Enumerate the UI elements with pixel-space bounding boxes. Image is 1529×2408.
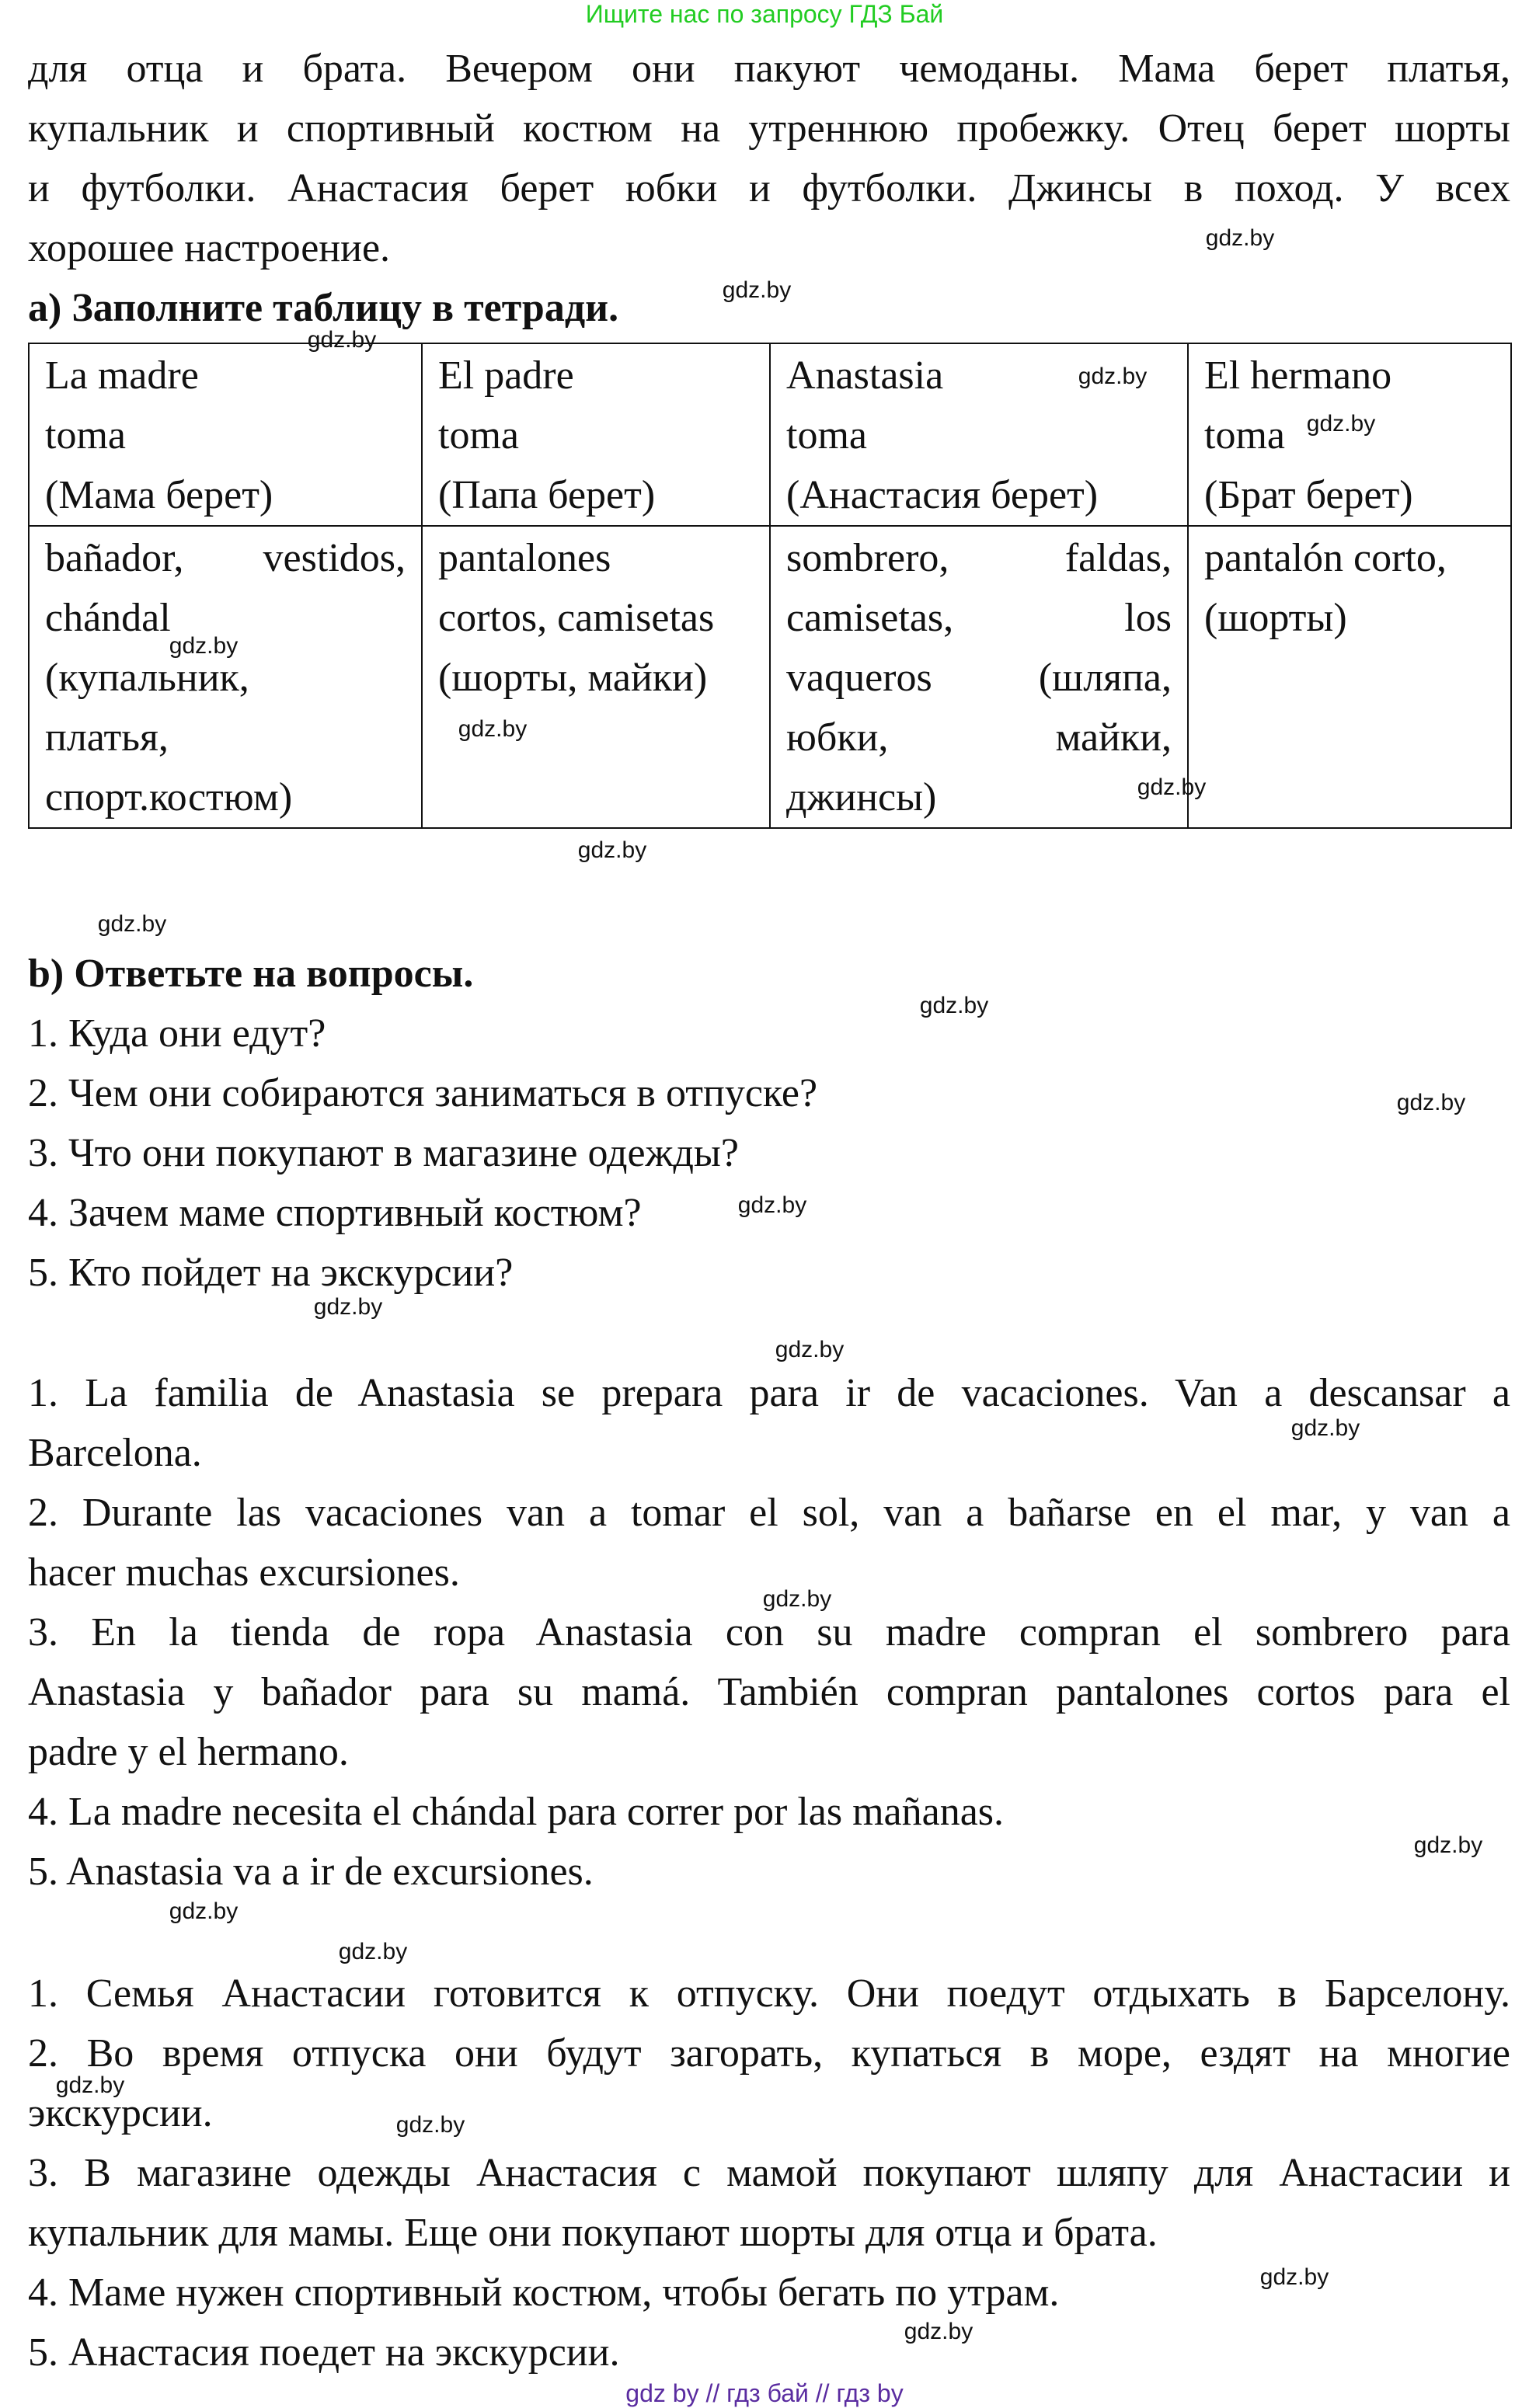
cell-line: (шорты, майки) — [438, 656, 708, 700]
header-cell-padre — [422, 343, 770, 526]
cell-hermano — [1188, 526, 1511, 828]
text-line: 2. Durante las vacaciones van a tomar el sol, van a bañarse en el mar, y van a — [28, 1491, 1510, 1535]
cell-line: pantalones — [438, 536, 611, 580]
cell-line: cortos, camisetas — [438, 596, 715, 640]
cell-line: (Анастасия берет) — [786, 473, 1099, 517]
answers-spanish — [28, 1363, 1510, 1902]
watermark: gdz.by — [1306, 411, 1376, 437]
cell-line: toma — [786, 413, 867, 458]
text-line: padre y el hermano. — [28, 1730, 349, 1774]
text-line: 5. Anastasia va a ir de excursiones. — [28, 1849, 594, 1894]
answers-russian — [28, 1964, 1510, 2382]
cell-line: спорт.костюм) — [45, 775, 293, 819]
text-line: 5. Анастасия поедет на экскурсии. — [28, 2330, 620, 2375]
watermark: gdz.by — [1396, 1090, 1466, 1115]
question: 4. Зачем маме спортивный костюм? — [28, 1191, 642, 1235]
watermark: gdz.by — [458, 716, 528, 742]
table-row — [29, 526, 1511, 828]
cell-line: (Брат берет) — [1204, 473, 1413, 517]
watermark: gdz.by — [919, 993, 989, 1018]
table-header-row — [29, 343, 1511, 526]
question: 5. Кто пойдет на экскурсии? — [28, 1251, 514, 1295]
question: 1. Куда они едут? — [28, 1011, 326, 1056]
cell-anastasia — [770, 526, 1188, 828]
cell-line: юбки, майки, — [786, 715, 1172, 760]
watermark: gdz.by — [1137, 774, 1207, 800]
watermark: gdz.by — [1078, 364, 1148, 389]
cell-line: (Мама берет) — [45, 473, 273, 517]
text-line: 3. En la tienda de ropa Anastasia con su madre compran el sombrero para — [28, 1610, 1510, 1655]
cell-line: sombrero, faldas, — [786, 536, 1172, 580]
text-line: Anastasia y bañador para su mamá. También compran pantalones cortos para el — [28, 1670, 1510, 1714]
task-a-heading: а) Заполните таблицу в тетради. — [28, 286, 619, 330]
watermark: gdz.by — [338, 1939, 408, 1964]
text-line: 2. Во время отпуска они будут загорать, купаться в море, ездят на многие — [28, 2031, 1510, 2076]
watermark: gdz.by — [97, 911, 167, 937]
watermark: gdz.by — [775, 1337, 845, 1362]
text-line: 1. La familia de Anastasia se prepara para ir de vacaciones. Van a descansar a — [28, 1371, 1510, 1415]
watermark: gdz.by — [313, 1294, 383, 1320]
cell-line: chándal — [45, 596, 171, 640]
cell-line: платья, — [45, 715, 169, 760]
text-line: hacer muchas excursiones. — [28, 1550, 460, 1595]
watermark: gdz.by — [169, 1898, 239, 1924]
watermark: gdz.by — [722, 277, 792, 303]
cell-line: (Папа берет) — [438, 473, 656, 517]
text-line: 4. La madre necesita el chándal para correr por las mañanas. — [28, 1790, 1005, 1834]
text-line: Barcelona. — [28, 1431, 202, 1475]
watermark: gdz.by — [762, 1586, 832, 1612]
cell-madre — [29, 526, 422, 828]
text-line: хорошее настроение. — [28, 226, 391, 270]
watermark: gdz.by — [904, 2319, 973, 2344]
watermark: gdz.by — [55, 2072, 125, 2098]
text-line: купальник для мамы. Еще они покупают шорты для отца и брата. — [28, 2211, 1158, 2255]
cell-line: toma — [1204, 413, 1285, 458]
text-line: 1. Семья Анастасии готовится к отпуску. Они поедут отдыхать в Барселону. — [28, 1971, 1510, 2016]
cell-line: bañador, vestidos, — [45, 536, 406, 580]
header-cell-madre — [29, 343, 422, 526]
footer-links[interactable]: gdz by // гдз бай // гдз by — [625, 2379, 904, 2407]
cell-line: El padre — [438, 353, 574, 398]
question: 3. Что они покупают в магазине одежды? — [28, 1131, 739, 1175]
cell-line: La madre — [45, 353, 199, 398]
watermark: gdz.by — [1413, 1832, 1483, 1858]
text-line: экскурсии. — [28, 2091, 213, 2135]
watermark: gdz.by — [1290, 1415, 1360, 1441]
watermark: gdz.by — [169, 633, 239, 659]
cell-line: (шорты) — [1204, 596, 1347, 640]
cell-line: джинсы) — [786, 775, 937, 819]
watermark: gdz.by — [737, 1192, 807, 1218]
cell-padre — [422, 526, 770, 828]
watermark: gdz.by — [577, 837, 647, 863]
header-banner: Ищите нас по запросу ГДЗ Бай — [585, 0, 944, 28]
watermark: gdz.by — [395, 2112, 465, 2138]
cell-line: toma — [438, 413, 519, 458]
watermark: gdz.by — [1205, 225, 1275, 251]
cell-line: vaqueros (шляпа, — [786, 656, 1172, 700]
task-b-heading: b) Ответьте на вопросы. — [28, 952, 474, 996]
cell-line: toma — [45, 413, 126, 458]
cell-line: (купальник, — [45, 656, 249, 700]
cell-line: pantalón corto, — [1204, 536, 1447, 580]
watermark: gdz.by — [307, 327, 377, 353]
questions-section — [28, 944, 1510, 1303]
cell-line: camisetas, los — [786, 596, 1172, 640]
text-line: и футболки. Анастасия берет юбки и футболки. Джинсы в поход. У всех — [28, 166, 1510, 211]
question: 2. Чем они собираются заниматься в отпуске? — [28, 1071, 818, 1115]
cell-line: Anastasia — [786, 353, 944, 398]
cell-line: El hermano — [1204, 353, 1392, 398]
text-line: 3. В магазине одежды Анастасия с мамой покупают шляпу для Анастасии и — [28, 2151, 1510, 2195]
clothes-table — [28, 343, 1512, 829]
text-line: купальник и спортивный костюм на утреннюю пробежку. Отец берет шорты — [28, 106, 1510, 151]
watermark: gdz.by — [1259, 2264, 1329, 2290]
text-line: для отца и брата. Вечером они пакуют чемоданы. Мама берет платья, — [28, 47, 1510, 91]
text-line: 4. Маме нужен спортивный костюм, чтобы бегать по утрам. — [28, 2271, 1060, 2315]
